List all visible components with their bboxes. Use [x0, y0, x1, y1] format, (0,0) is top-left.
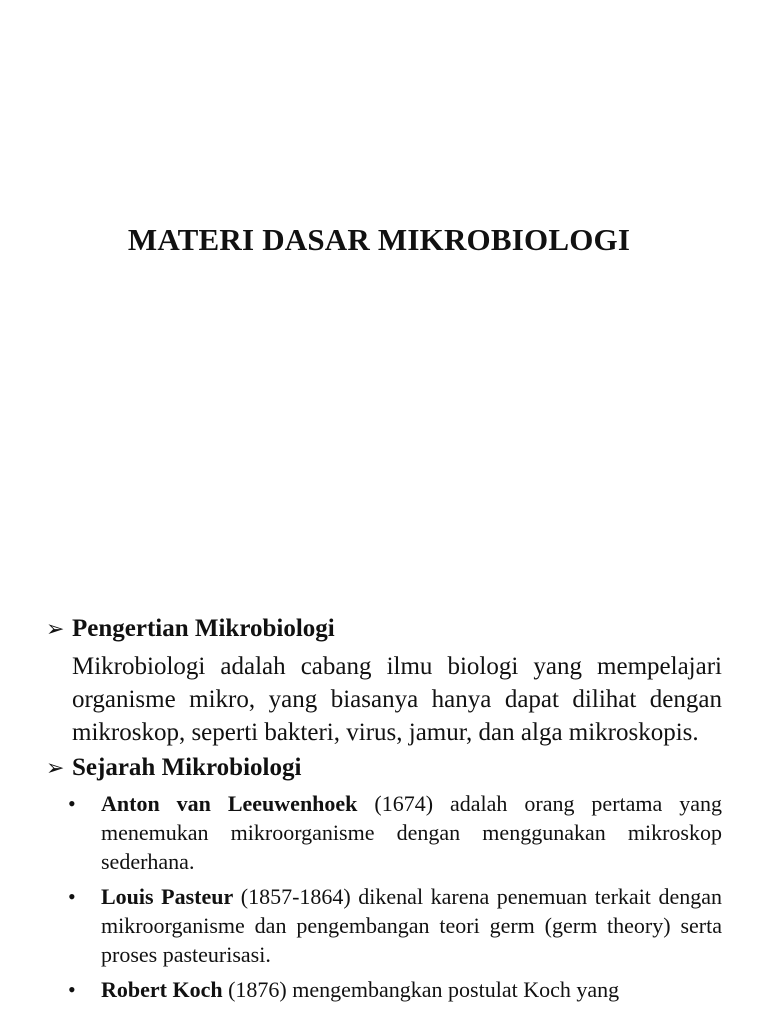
definition-paragraph: Mikrobiologi adalah cabang ilmu biologi yang mempelajari organisme mikro, yang biasanya hanya dapat dilihat dengan mikroskop, seperti bakteri, virus, jamur, dan alga mikroskopis.: [72, 653, 722, 746]
list-item-text: [101, 882, 722, 969]
list-item: [46, 882, 722, 969]
arrow-bullet-icon: ➢: [46, 755, 65, 780]
scientist-name: Anton van Leeuwenhoek: [101, 791, 358, 816]
bullet-dot-icon: •: [68, 791, 76, 816]
section-heading-pengertian: [46, 612, 722, 646]
content-slide: [46, 612, 722, 1010]
scientist-name: Louis Pasteur: [101, 884, 234, 909]
document-title: MATERI DASAR MIKROBIOLOGI: [127, 222, 631, 257]
scientist-name: Robert Koch: [101, 977, 223, 1002]
section-heading-sejarah: [46, 751, 722, 785]
list-item: [46, 975, 722, 1004]
scientist-description: (1857-1864) dikenal karena penemuan terkait dengan mikroorganisme dan pengembangan teori germ (germ theory) serta proses pasteurisasi.: [101, 884, 722, 967]
history-list: [46, 789, 722, 1004]
bullet-dot-icon: •: [68, 977, 76, 1002]
section-heading-text: Sejarah Mikrobiologi: [72, 754, 302, 781]
arrow-bullet-icon: ➢: [46, 616, 65, 641]
bullet-dot-icon: •: [68, 884, 76, 909]
list-item: [46, 789, 722, 876]
scientist-description: (1876) mengembangkan postulat Koch yang: [222, 977, 620, 1002]
section-heading-text: Pengertian Mikrobiologi: [72, 615, 335, 642]
scientist-description: (1674) adalah orang pertama yang menemukan mikroorganisme dengan menggunakan mikroskop sederhana.: [101, 791, 723, 874]
list-item-text: [101, 975, 722, 1004]
list-item-text: [101, 789, 722, 876]
